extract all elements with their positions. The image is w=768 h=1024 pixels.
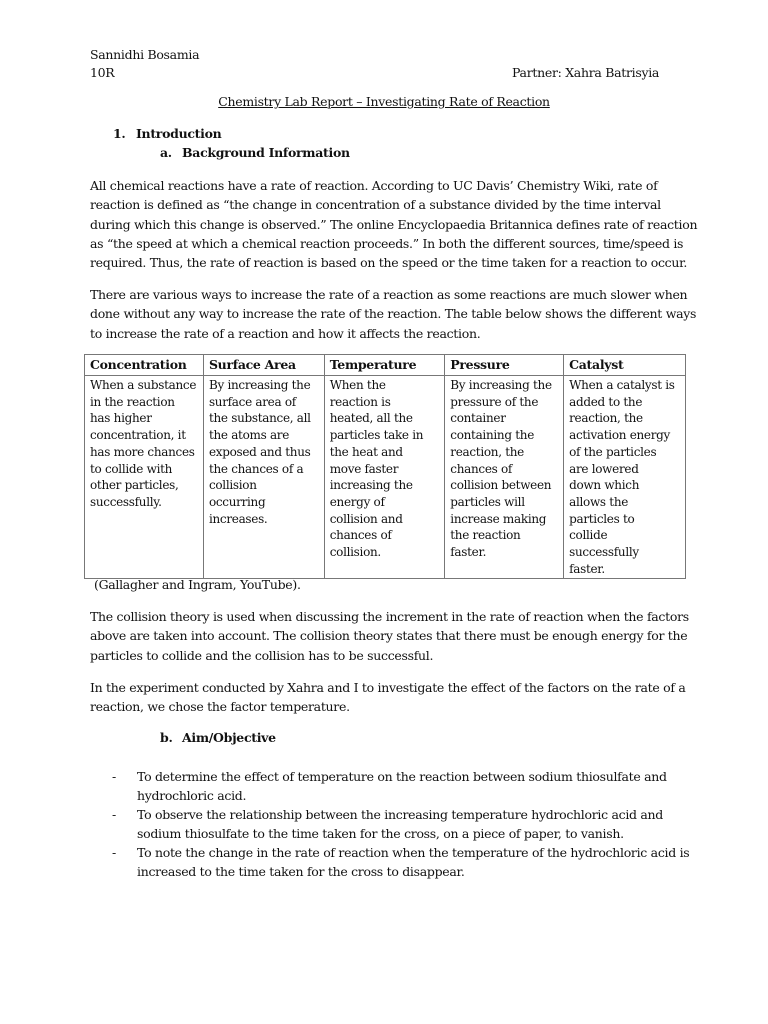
aim-list (112, 767, 690, 881)
cell-line: the substance, all (208, 411, 311, 426)
cell-line: When a substance (90, 378, 197, 392)
list-item (112, 843, 690, 881)
student-name: Sannidhi Bosamia (90, 47, 200, 62)
cell-line: the atoms are (208, 428, 290, 443)
table-header-cell: Pressure (445, 355, 564, 376)
paragraph-line: as “the speed at which a chemical reaction proceeds.” In both the different sources, time/speed is (90, 235, 684, 251)
paragraph-line: above are taken into account. The collision theory states that there must be enough energy for the (90, 628, 688, 644)
list-line: hydrochloric acid. (137, 788, 247, 803)
table-header-cell: Catalyst (564, 355, 686, 376)
cell-line: surface area of (208, 394, 296, 409)
cell-line: successfully (569, 545, 639, 560)
list-item-text (137, 843, 690, 881)
cell-line: particles take in (329, 428, 424, 443)
subsection-heading-aim: Aim/Objective (182, 730, 276, 745)
cell-line: concentration, it (90, 428, 186, 443)
subsection-letter-b: b. (160, 730, 173, 745)
section-heading-introduction: Introduction (136, 126, 222, 141)
cell-line: chances of (329, 528, 392, 543)
cell-line: are lowered (569, 461, 639, 476)
paragraph-line: to increase the rate of a reaction and how it affects the reaction. (90, 325, 481, 341)
cell-line: reaction is (329, 394, 391, 409)
cell-line: move faster (329, 461, 399, 476)
table-cell-surface-area (203, 376, 324, 579)
paragraph-line: reaction, we chose the factor temperature. (90, 699, 350, 715)
list-dash: - (112, 845, 116, 860)
cell-line: to collide with (90, 461, 173, 476)
list-item (112, 767, 672, 805)
cell-line: faster. (450, 545, 487, 560)
list-item-text (137, 767, 672, 805)
subsection-heading-background: Background Information (182, 145, 350, 160)
cell-line: chances of (450, 461, 513, 476)
list-line: To observe the relationship between the increasing temperature hydrochloric acid and (137, 807, 664, 822)
paragraph-collision-theory (90, 607, 690, 665)
report-title (0, 94, 768, 109)
cell-line: other particles, (90, 478, 179, 493)
paragraph-line: The collision theory is used when discussing the increment in the rate of reaction when the factors (90, 609, 689, 624)
table-header-row (85, 355, 686, 376)
cell-line: collision and (329, 511, 403, 526)
table-citation: (Gallagher and Ingram, YouTube). (94, 577, 301, 592)
factors-table (84, 354, 686, 579)
cell-line: heated, all the (329, 411, 413, 426)
cell-line: increase making (450, 511, 547, 526)
cell-line: faster. (569, 561, 605, 576)
partner-name: Partner: Xahra Batrisyia (512, 65, 660, 80)
table-cell-temperature (324, 376, 445, 579)
table-header-cell: Concentration (85, 355, 204, 376)
cell-line: added to the (569, 394, 643, 409)
cell-line: has higher (90, 411, 152, 426)
cell-line: down which (569, 478, 640, 493)
list-line: To determine the effect of temperature on the reaction between sodium thiosulfate and (137, 769, 667, 784)
paragraph-experiment-factor (90, 678, 690, 717)
cell-line: reaction, the (569, 411, 643, 426)
paragraph-rate-definition (90, 176, 698, 272)
paragraph-line: reaction is defined as “the change in concentration of a substance divided by the time interval (90, 197, 661, 213)
paragraph-ways-to-increase (90, 285, 697, 343)
list-line: sodium thiosulfate to the time taken for the cross, on a piece of paper, to vanish. (137, 826, 624, 841)
paragraph-line: particles to collide and the collision has to be successful. (90, 647, 434, 663)
paragraph-line: In the experiment conducted by Xahra and I to investigate the effect of the factors on the rate of a (90, 680, 686, 695)
table-cell-concentration (85, 376, 204, 579)
cell-line: of the particles (569, 444, 657, 459)
report-title-text: Chemistry Lab Report – Investigating Rate of Reaction (218, 94, 550, 109)
cell-line: collide (569, 528, 608, 543)
cell-line: has more chances (90, 444, 195, 459)
list-dash: - (112, 769, 116, 784)
student-class: 10R (90, 65, 115, 80)
cell-line: By increasing the (208, 378, 311, 392)
cell-line: occurring (208, 494, 266, 509)
cell-line: in the reaction (90, 394, 175, 409)
cell-line: When the (329, 378, 386, 392)
cell-line: reaction, the (450, 444, 524, 459)
list-line: increased to the time taken for the cross to disappear. (137, 864, 465, 879)
cell-line: allows the (569, 494, 629, 509)
cell-line: collision. (329, 545, 381, 560)
cell-line: containing the (450, 428, 535, 443)
paragraph-line: required. Thus, the rate of reaction is based on the speed or the time taken for a reaction to occur. (90, 255, 688, 271)
cell-line: When a catalyst is (569, 378, 675, 392)
cell-line: particles to (569, 511, 635, 526)
cell-line: increasing the (329, 478, 413, 493)
cell-line: collision (208, 478, 257, 493)
cell-line: activation energy (569, 428, 671, 443)
cell-line: particles will (450, 494, 525, 509)
table-header-cell: Temperature (324, 355, 445, 376)
list-item (112, 805, 672, 843)
paragraph-line: during which this change is observed.” The online Encyclopaedia Britannica defines rate of reaction (90, 216, 698, 232)
cell-line: successfully. (90, 494, 162, 509)
list-line: To note the change in the rate of reaction when the temperature of the hydrochloric acid is (137, 845, 690, 860)
subsection-letter-a: a. (160, 145, 172, 160)
list-item-text (137, 805, 672, 843)
cell-line: energy of (329, 494, 385, 509)
paragraph-line: There are various ways to increase the rate of a reaction as some reactions are much slower when (90, 287, 688, 302)
cell-line: exposed and thus (208, 444, 311, 459)
paragraph-line: done without any way to increase the rate of the reaction. The table below shows the different ways (90, 306, 697, 322)
cell-line: By increasing the (450, 378, 552, 392)
table-cell-pressure (445, 376, 564, 579)
cell-line: the heat and (329, 444, 403, 459)
cell-line: collision between (450, 478, 552, 493)
cell-line: container (450, 411, 506, 426)
section-number: 1. (113, 126, 126, 141)
list-dash: - (112, 807, 116, 822)
cell-line: increases. (208, 511, 268, 526)
cell-line: pressure of the (450, 394, 539, 409)
cell-line: the reaction (450, 528, 521, 543)
table-cell-catalyst (564, 376, 686, 579)
cell-line: the chances of a (208, 461, 304, 476)
table-header-cell: Surface Area (203, 355, 324, 376)
paragraph-line: All chemical reactions have a rate of reaction. According to UC Davis’ Chemistry Wiki, rate of (90, 178, 658, 193)
table-row (85, 376, 686, 579)
